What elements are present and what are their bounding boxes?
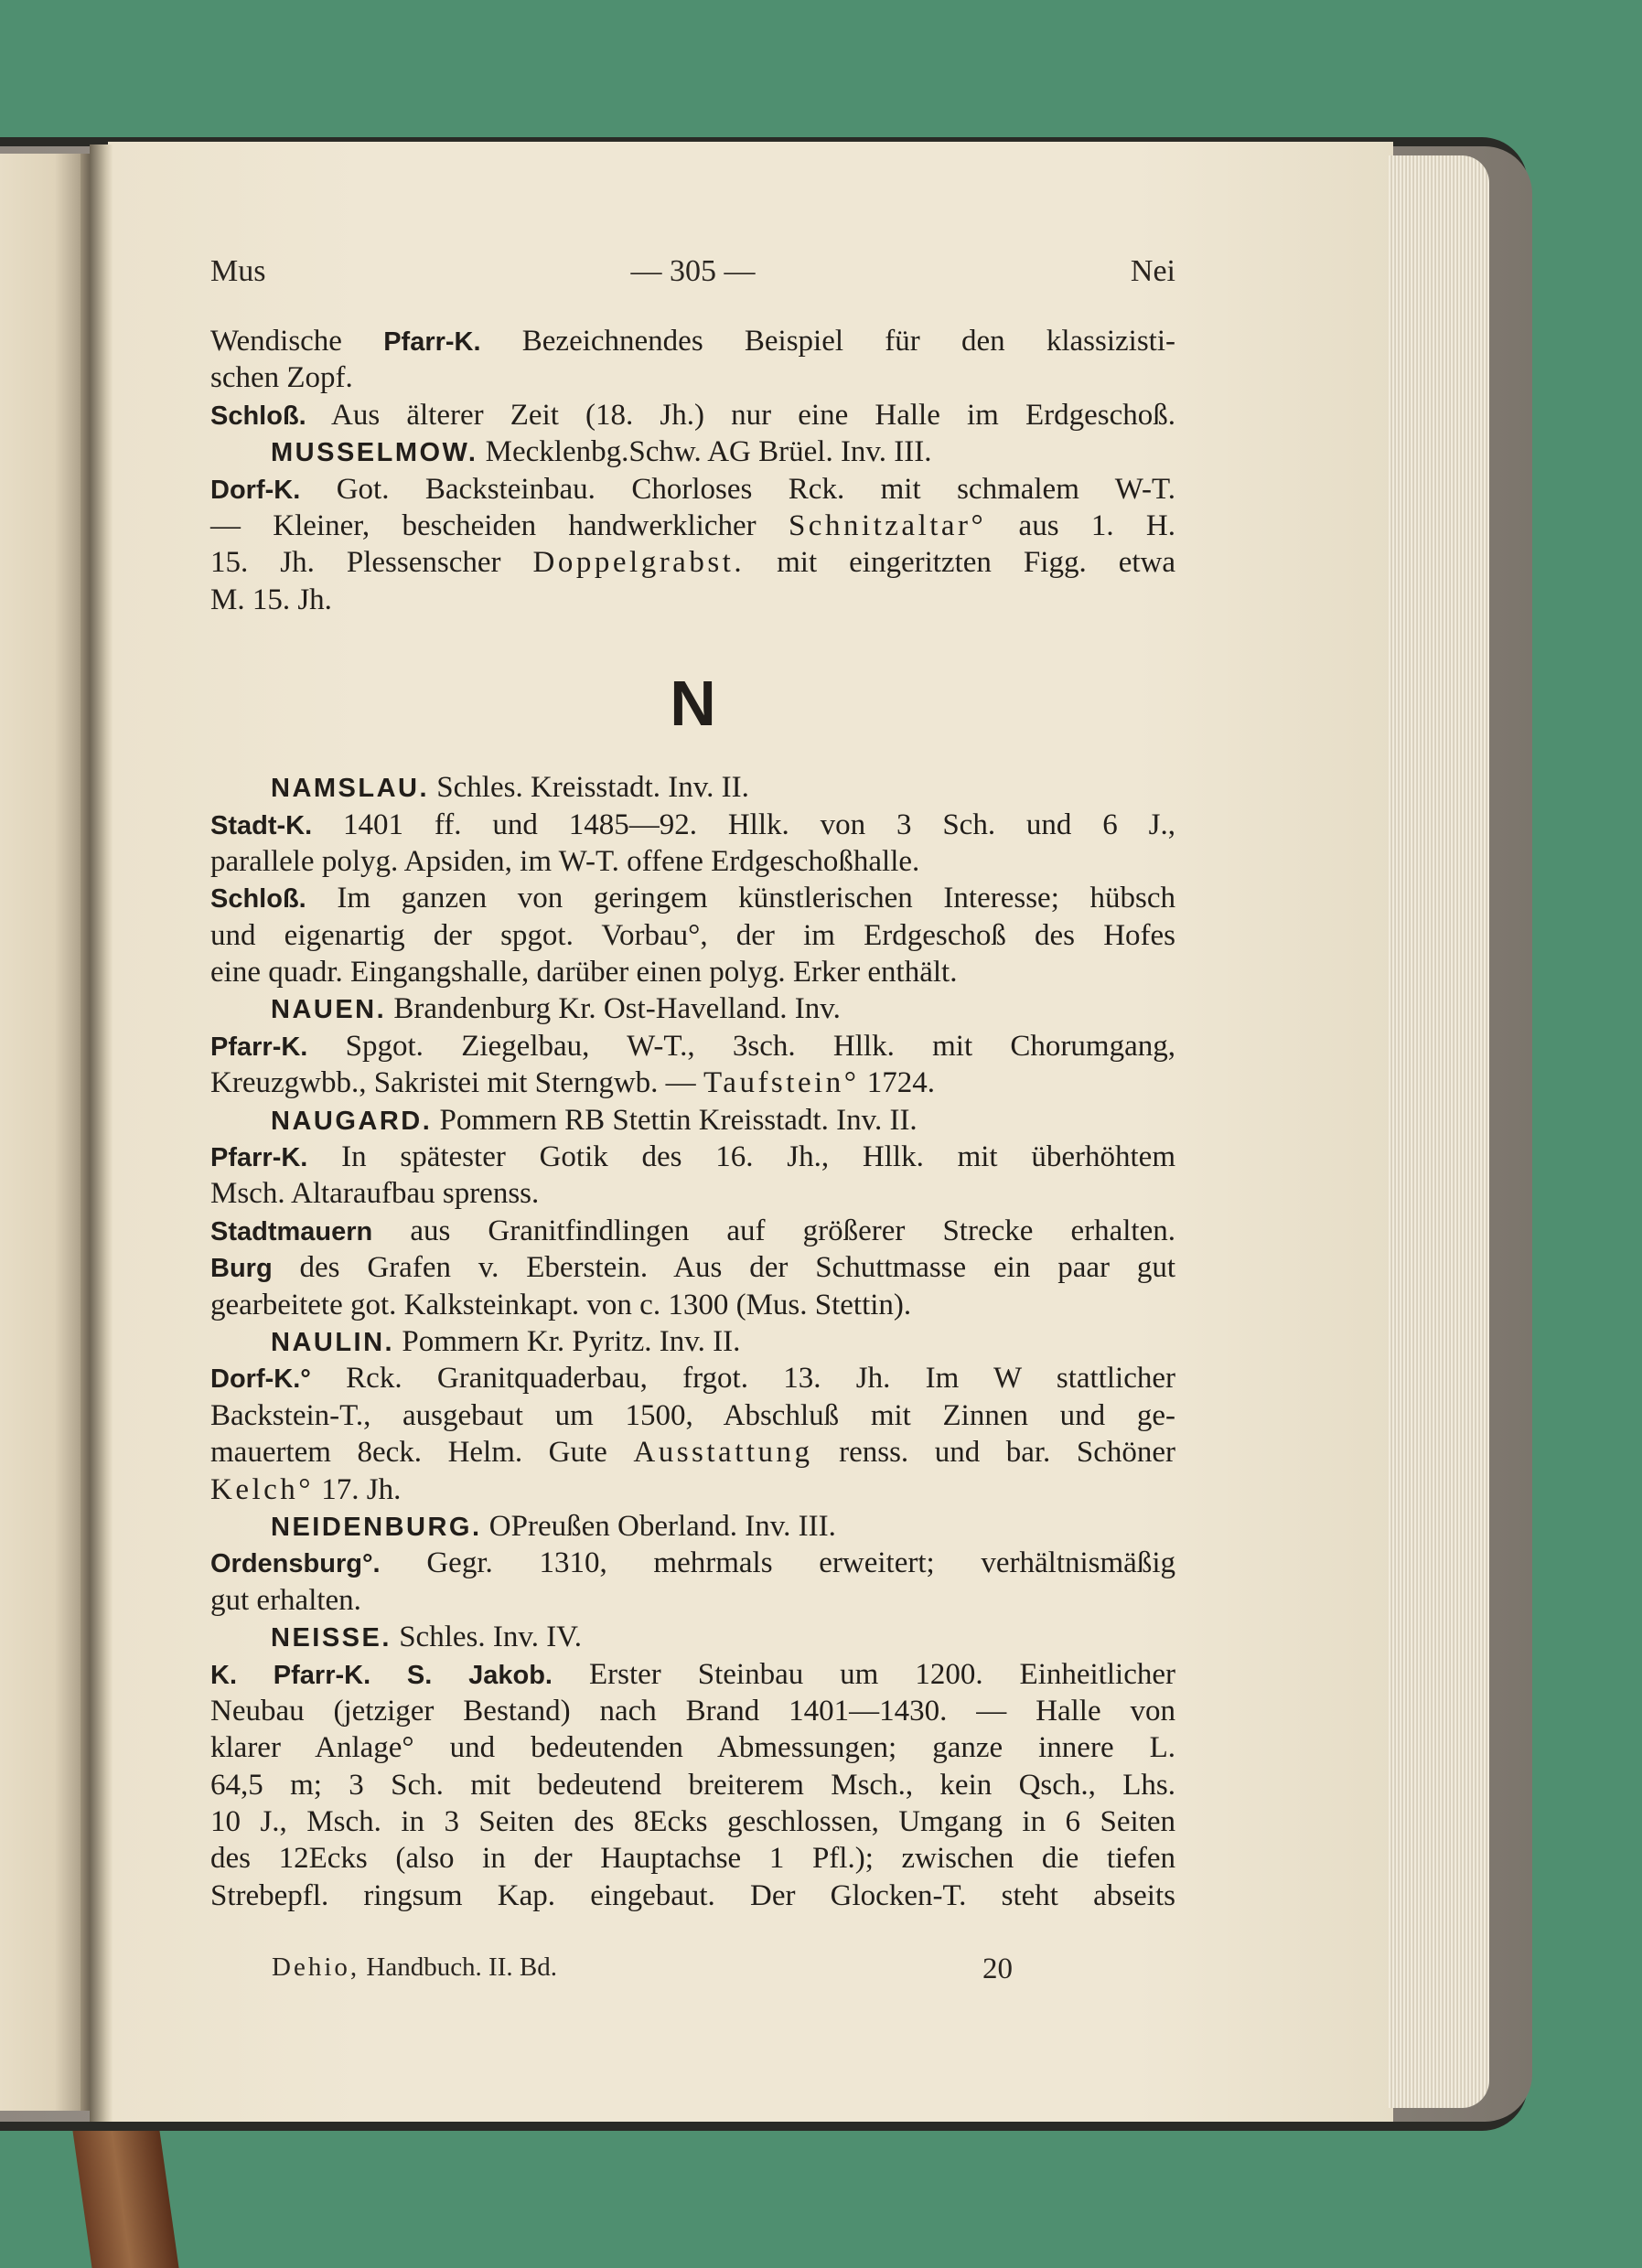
text-line	[210, 1139, 1175, 1175]
ribbon-bookmark	[72, 2131, 178, 2268]
text-run: gearbeitete got. Kalksteinkapt. von c. 1300 (Mus. Stettin).	[210, 1288, 912, 1321]
entry-place-name: NEISSE.	[271, 1623, 392, 1653]
text-line	[210, 917, 1175, 954]
text-line	[210, 769, 1175, 806]
text-line	[210, 1434, 1175, 1471]
text-line	[210, 582, 1175, 618]
text-run: OPreußen Oberland. Inv. III.	[481, 1509, 836, 1543]
signature-mark: 20	[982, 1952, 1013, 1985]
entry-keyword: Pfarr-K.	[210, 1032, 308, 1062]
text-line	[210, 433, 1175, 470]
text-run: Bezeichnendes Beispiel für den klassizisti-	[480, 325, 1175, 358]
footer-book: Handbuch. II. Bd.	[360, 1952, 557, 1982]
page-number: — 305 —	[630, 254, 756, 288]
text-run: Mecklenbg.Schw. AG Brüel. Inv. III.	[478, 435, 932, 469]
entry-keyword: Schloß.	[210, 401, 306, 431]
spaced-term: Schnitzaltar°	[788, 508, 987, 542]
entry-place-name: NAULIN.	[271, 1327, 395, 1357]
text-run: 10 J., Msch. in 3 Seiten des 8Ecks geschlossen, Umgang in 6 Seiten	[210, 1805, 1175, 1839]
text-run: Pommern Kr. Pyritz. Inv. II.	[394, 1324, 741, 1358]
text-run: des 12Ecks (also in der Hauptachse 1 Pfl.); zwischen die tiefen	[210, 1842, 1175, 1876]
text-run: Spgot. Ziegelbau, W-T., 3sch. Hllk. mit Chorumgang,	[307, 1029, 1175, 1063]
text-run: In spätester Gotik des 16. Jh., Hllk. mit überhöhtem	[307, 1140, 1175, 1174]
book-gutter	[90, 144, 113, 2122]
text-run: Brandenburg Kr. Ost-Havelland. Inv.	[386, 992, 841, 1026]
text-line	[210, 1656, 1175, 1693]
text-line	[210, 397, 1175, 433]
text-run: Erster Steinbau um 1200. Einheitlicher	[552, 1657, 1175, 1691]
text-run: schen Zopf.	[210, 361, 353, 395]
text-run: Schles. Kreisstadt. Inv. II.	[429, 771, 749, 805]
text-run: Got. Backsteinbau. Chorloses Rck. mit schmalem W-T.	[300, 472, 1175, 506]
text-block-top	[210, 323, 1175, 618]
text-line	[210, 508, 1175, 544]
text-line	[210, 471, 1175, 508]
text-run: mauertem 8eck. Helm. Gute	[210, 1436, 634, 1470]
entry-place-name: MUSSELMOW.	[271, 438, 478, 468]
text-run: renss. und bar. Schöner	[812, 1436, 1175, 1470]
spaced-term: Ausstattung	[633, 1436, 813, 1470]
text-line	[210, 1471, 1175, 1508]
footer-author: Dehio,	[272, 1952, 360, 1982]
text-line	[210, 1213, 1175, 1249]
entry-keyword: Pfarr-K.	[383, 327, 481, 357]
text-line	[210, 544, 1175, 581]
text-run: gut erhalten.	[210, 1583, 361, 1617]
text-run: aus 1. H.	[986, 508, 1175, 542]
spaced-term: Doppelgrabst.	[532, 546, 746, 580]
text-line	[210, 1693, 1175, 1729]
entry-keyword: K. Pfarr-K. S. Jakob.	[210, 1660, 553, 1690]
text-line	[210, 843, 1175, 880]
entry-keyword: Stadtmauern	[210, 1216, 373, 1246]
text-line	[210, 1878, 1175, 1914]
text-run: — Kleiner, bescheiden handwerklicher	[210, 508, 789, 542]
text-line	[210, 359, 1175, 396]
text-line	[210, 1287, 1175, 1323]
left-page-strip	[0, 154, 84, 2111]
text-run: Strebepfl. ringsum Kap. eingebaut. Der Glocken-T. steht abseits	[210, 1878, 1175, 1912]
text-line	[210, 1803, 1175, 1840]
text-run: mit eingeritzten Figg. etwa	[745, 546, 1176, 580]
entry-keyword: Ordensburg°.	[210, 1549, 381, 1579]
text-line	[210, 807, 1175, 843]
text-run: Kreuzgwbb., Sakristei mit Sterngwb. —	[210, 1066, 703, 1100]
text-line	[210, 1360, 1175, 1396]
entry-keyword: Dorf-K.°	[210, 1364, 311, 1395]
text-run: Gegr. 1310, mehrmals erweitert; verhältnismäßig	[380, 1546, 1175, 1580]
entry-keyword: Pfarr-K.	[210, 1143, 308, 1173]
running-header	[210, 254, 1175, 291]
text-line	[210, 1508, 1175, 1545]
text-run: 1724.	[859, 1066, 935, 1100]
text-run: Neubau (jetziger Bestand) nach Brand 1401—1430. — Halle von	[210, 1694, 1175, 1728]
text-run: Rck. Granitquaderbau, frgot. 13. Jh. Im W stattlicher	[310, 1362, 1175, 1396]
text-run: Im ganzen von geringem künstlerischen Interesse; hübsch	[306, 882, 1175, 915]
header-left-keyword: Mus	[210, 254, 266, 288]
text-line	[210, 1840, 1175, 1877]
text-run: 64,5 m; 3 Sch. mit bedeutend breiterem Msch., kein Qsch., Lhs.	[210, 1768, 1175, 1802]
spaced-term: Taufstein°	[703, 1066, 860, 1100]
text-line	[210, 880, 1175, 916]
page-edges	[1389, 155, 1489, 2108]
entry-place-name: NEIDENBURG.	[271, 1512, 482, 1542]
text-run: parallele polyg. Apsiden, im W-T. offene Erdgeschoßhalle.	[210, 844, 920, 878]
text-run: 17. Jh.	[314, 1472, 402, 1506]
text-line	[210, 1397, 1175, 1434]
text-line	[210, 1028, 1175, 1064]
text-line	[210, 1767, 1175, 1803]
text-run: eine quadr. Eingangshalle, darüber einen polyg. Erker enthält.	[210, 956, 958, 990]
entry-keyword: Dorf-K.	[210, 475, 301, 505]
entry-place-name: NAUEN.	[271, 995, 387, 1025]
text-run: Wendische	[210, 325, 384, 358]
text-line	[210, 1729, 1175, 1766]
text-line	[210, 1102, 1175, 1139]
text-line	[210, 1582, 1175, 1619]
section-letter: N	[670, 668, 716, 740]
text-run: Pommern RB Stettin Kreisstadt. Inv. II.	[432, 1103, 918, 1137]
text-line	[210, 954, 1175, 990]
text-run: Aus älterer Zeit (18. Jh.) nur eine Halle im Erdgeschoß.	[306, 398, 1175, 432]
text-line	[210, 1323, 1175, 1360]
text-line	[210, 1619, 1175, 1655]
text-run: Schles. Inv. IV.	[391, 1621, 583, 1654]
entry-keyword: Schloß.	[210, 884, 306, 915]
entry-place-name: NAUGARD.	[271, 1106, 433, 1136]
text-line	[210, 1064, 1175, 1101]
text-block-main	[210, 769, 1175, 1914]
text-run: Msch. Altaraufbau sprenss.	[210, 1177, 540, 1211]
text-run: aus Granitfindlingen auf größerer Strecke erhalten.	[372, 1214, 1175, 1247]
text-run: 15. Jh. Plessenscher	[210, 546, 533, 580]
header-right-keyword: Nei	[1130, 254, 1175, 288]
entry-keyword: Stadt-K.	[210, 810, 313, 840]
text-run: M. 15. Jh.	[210, 583, 332, 616]
text-line	[210, 323, 1175, 359]
text-line	[210, 990, 1175, 1027]
text-line	[210, 1175, 1175, 1212]
text-line	[210, 1249, 1175, 1286]
text-run: klarer Anlage° und bedeutenden Abmessungen; ganze innere L.	[210, 1731, 1175, 1765]
text-run: und eigenartig der spgot. Vorbau°, der im Erdgeschoß des Hofes	[210, 918, 1175, 952]
text-run: des Grafen v. Eberstein. Aus der Schuttmasse ein paar gut	[272, 1251, 1175, 1285]
spaced-term: Kelch°	[210, 1472, 314, 1506]
footer-title	[272, 1952, 557, 1983]
text-run: Backstein-T., ausgebaut um 1500, Abschluß mit Zinnen und ge-	[210, 1398, 1175, 1432]
entry-keyword: Burg	[210, 1254, 273, 1284]
text-run: 1401 ff. und 1485—92. Hllk. von 3 Sch. und 6 J.,	[312, 808, 1175, 841]
body-text	[210, 323, 1175, 1914]
entry-place-name: NAMSLAU.	[271, 774, 430, 804]
text-line	[210, 1545, 1175, 1581]
page-footer	[272, 1952, 1013, 1989]
